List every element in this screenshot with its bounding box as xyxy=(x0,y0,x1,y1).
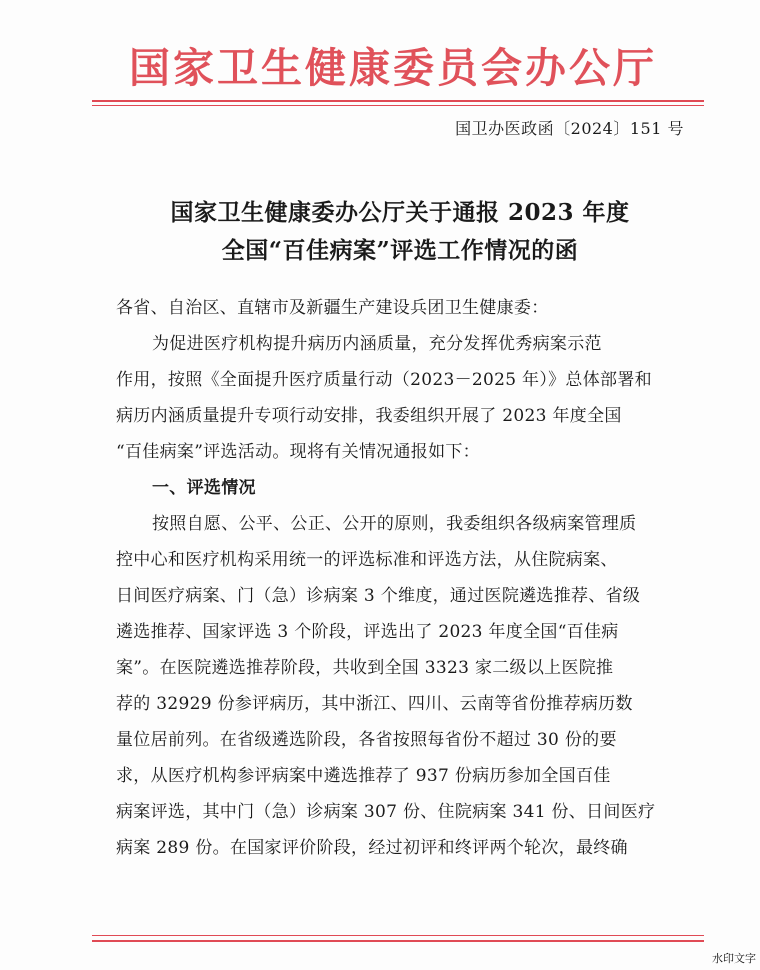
paragraph-line: 病历内涵质量提升专项行动安排，我委组织开展了 2023 年度全国 xyxy=(116,406,622,426)
paragraph-line: 日间医疗病案、门（急）诊病案 3 个维度，通过医院遴选推荐、省级 xyxy=(116,586,641,606)
paragraph-line: 按照自愿、公平、公正、公开的原则，我委组织各级病案管理质 xyxy=(152,514,637,534)
document-number: 国卫办医政函〔2024〕151 号 xyxy=(455,119,684,138)
paragraph-line: 求，从医疗机构参评病案中遴选推荐了 937 份病历参加全国百佳 xyxy=(116,766,611,786)
paragraph-line: 荐的 32929 份参评病历，其中浙江、四川、云南等省份推荐病历数 xyxy=(116,694,633,714)
document-title-line-2: 全国“百佳病案”评选工作情况的函 xyxy=(221,237,579,264)
paragraph-line: 控中心和医疗机构采用统一的评选标准和评选方法，从住院病案、 xyxy=(116,550,618,570)
paragraph-line: 量位居前列。在省级遴选阶段，各省按照每省份不超过 30 份的要 xyxy=(116,730,617,750)
paragraph-line: 病案评选，其中门（急）诊病案 307 份、住院病案 341 份、日间医疗 xyxy=(116,802,656,822)
document-title-line-1: 国家卫生健康委办公厅关于通报 2023 年度 xyxy=(170,199,630,226)
paragraph-line: “百佳病案”评选活动。现将有关情况通报如下： xyxy=(116,442,480,462)
watermark-label: 水印文字 xyxy=(712,952,756,965)
section-heading: 一、评选情况 xyxy=(152,478,256,498)
letterhead-org-name: 国家卫生健康委员会办公厅 xyxy=(129,44,657,92)
salutation: 各省、自治区、直辖市及新疆生产建设兵团卫生健康委： xyxy=(116,298,549,318)
paragraph-line: 为促进医疗机构提升病历内涵质量，充分发挥优秀病案示范 xyxy=(152,334,602,354)
paragraph-line: 作用，按照《全面提升医疗质量行动（2023－2025 年）》总体部署和 xyxy=(116,370,652,390)
paragraph-line: 病案 289 份。在国家评价阶段，经过初评和终评两个轮次，最终确 xyxy=(116,838,628,858)
letterhead-red-rule-thin xyxy=(92,105,704,106)
footer-red-rule-thick xyxy=(92,940,704,942)
paragraph-line: 案”。在医院遴选推荐阶段，共收到全国 3323 家二级以上医院推 xyxy=(116,658,614,678)
letterhead-red-rule-thick xyxy=(92,100,704,102)
footer-red-rule-thin xyxy=(92,935,704,936)
document-body xyxy=(116,290,686,866)
paragraph-line: 遴选推荐、国家评选 3 个阶段，评选出了 2023 年度全国“百佳病 xyxy=(116,622,619,642)
